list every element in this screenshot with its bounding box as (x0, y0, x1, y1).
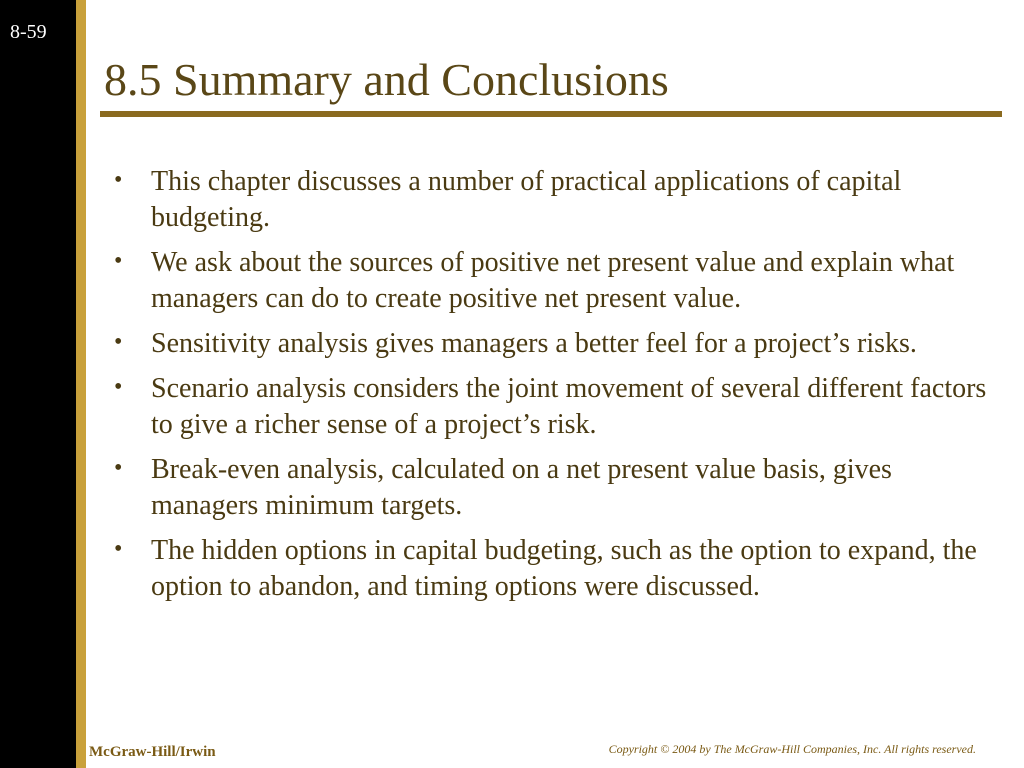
list-item (110, 326, 990, 362)
bullet-text: The hidden options in capital budgeting, such as the option to expand, the option to abandon, and timing options were discussed. (151, 535, 977, 602)
copyright-footer: Copyright © 2004 by The McGraw-Hill Companies, Inc. All rights reserved. (608, 742, 976, 756)
bullet-icon: • (114, 329, 123, 355)
bullet-icon: • (114, 374, 123, 400)
title-underline-rule (100, 111, 1002, 117)
left-sidebar-bar (0, 0, 76, 768)
bullet-text: Sensitivity analysis gives managers a better feel for a project’s risks. (151, 328, 917, 359)
list-item (110, 164, 990, 236)
publisher-footer: McGraw-Hill/Irwin (89, 744, 216, 760)
bullet-list (110, 164, 990, 614)
left-accent-rule (76, 0, 86, 768)
bullet-icon: • (114, 167, 123, 193)
bullet-text: We ask about the sources of positive net present value and explain what managers can do to create positive net present value. (151, 247, 955, 314)
list-item (110, 533, 990, 605)
bullet-icon: • (114, 536, 123, 562)
bullet-icon: • (114, 455, 123, 481)
bullet-text: Scenario analysis considers the joint movement of several different factors to give a richer sense of a project’s risk. (151, 373, 987, 440)
list-item (110, 245, 990, 317)
slide-title: 8.5 Summary and Conclusions (104, 54, 669, 105)
bullet-text: Break-even analysis, calculated on a net present value basis, gives managers minimum targets. (151, 454, 892, 521)
slide-number: 8-59 (10, 21, 47, 43)
list-item (110, 371, 990, 443)
bullet-text: This chapter discusses a number of practical applications of capital budgeting. (151, 166, 902, 233)
list-item (110, 452, 990, 524)
bullet-icon: • (114, 248, 123, 274)
